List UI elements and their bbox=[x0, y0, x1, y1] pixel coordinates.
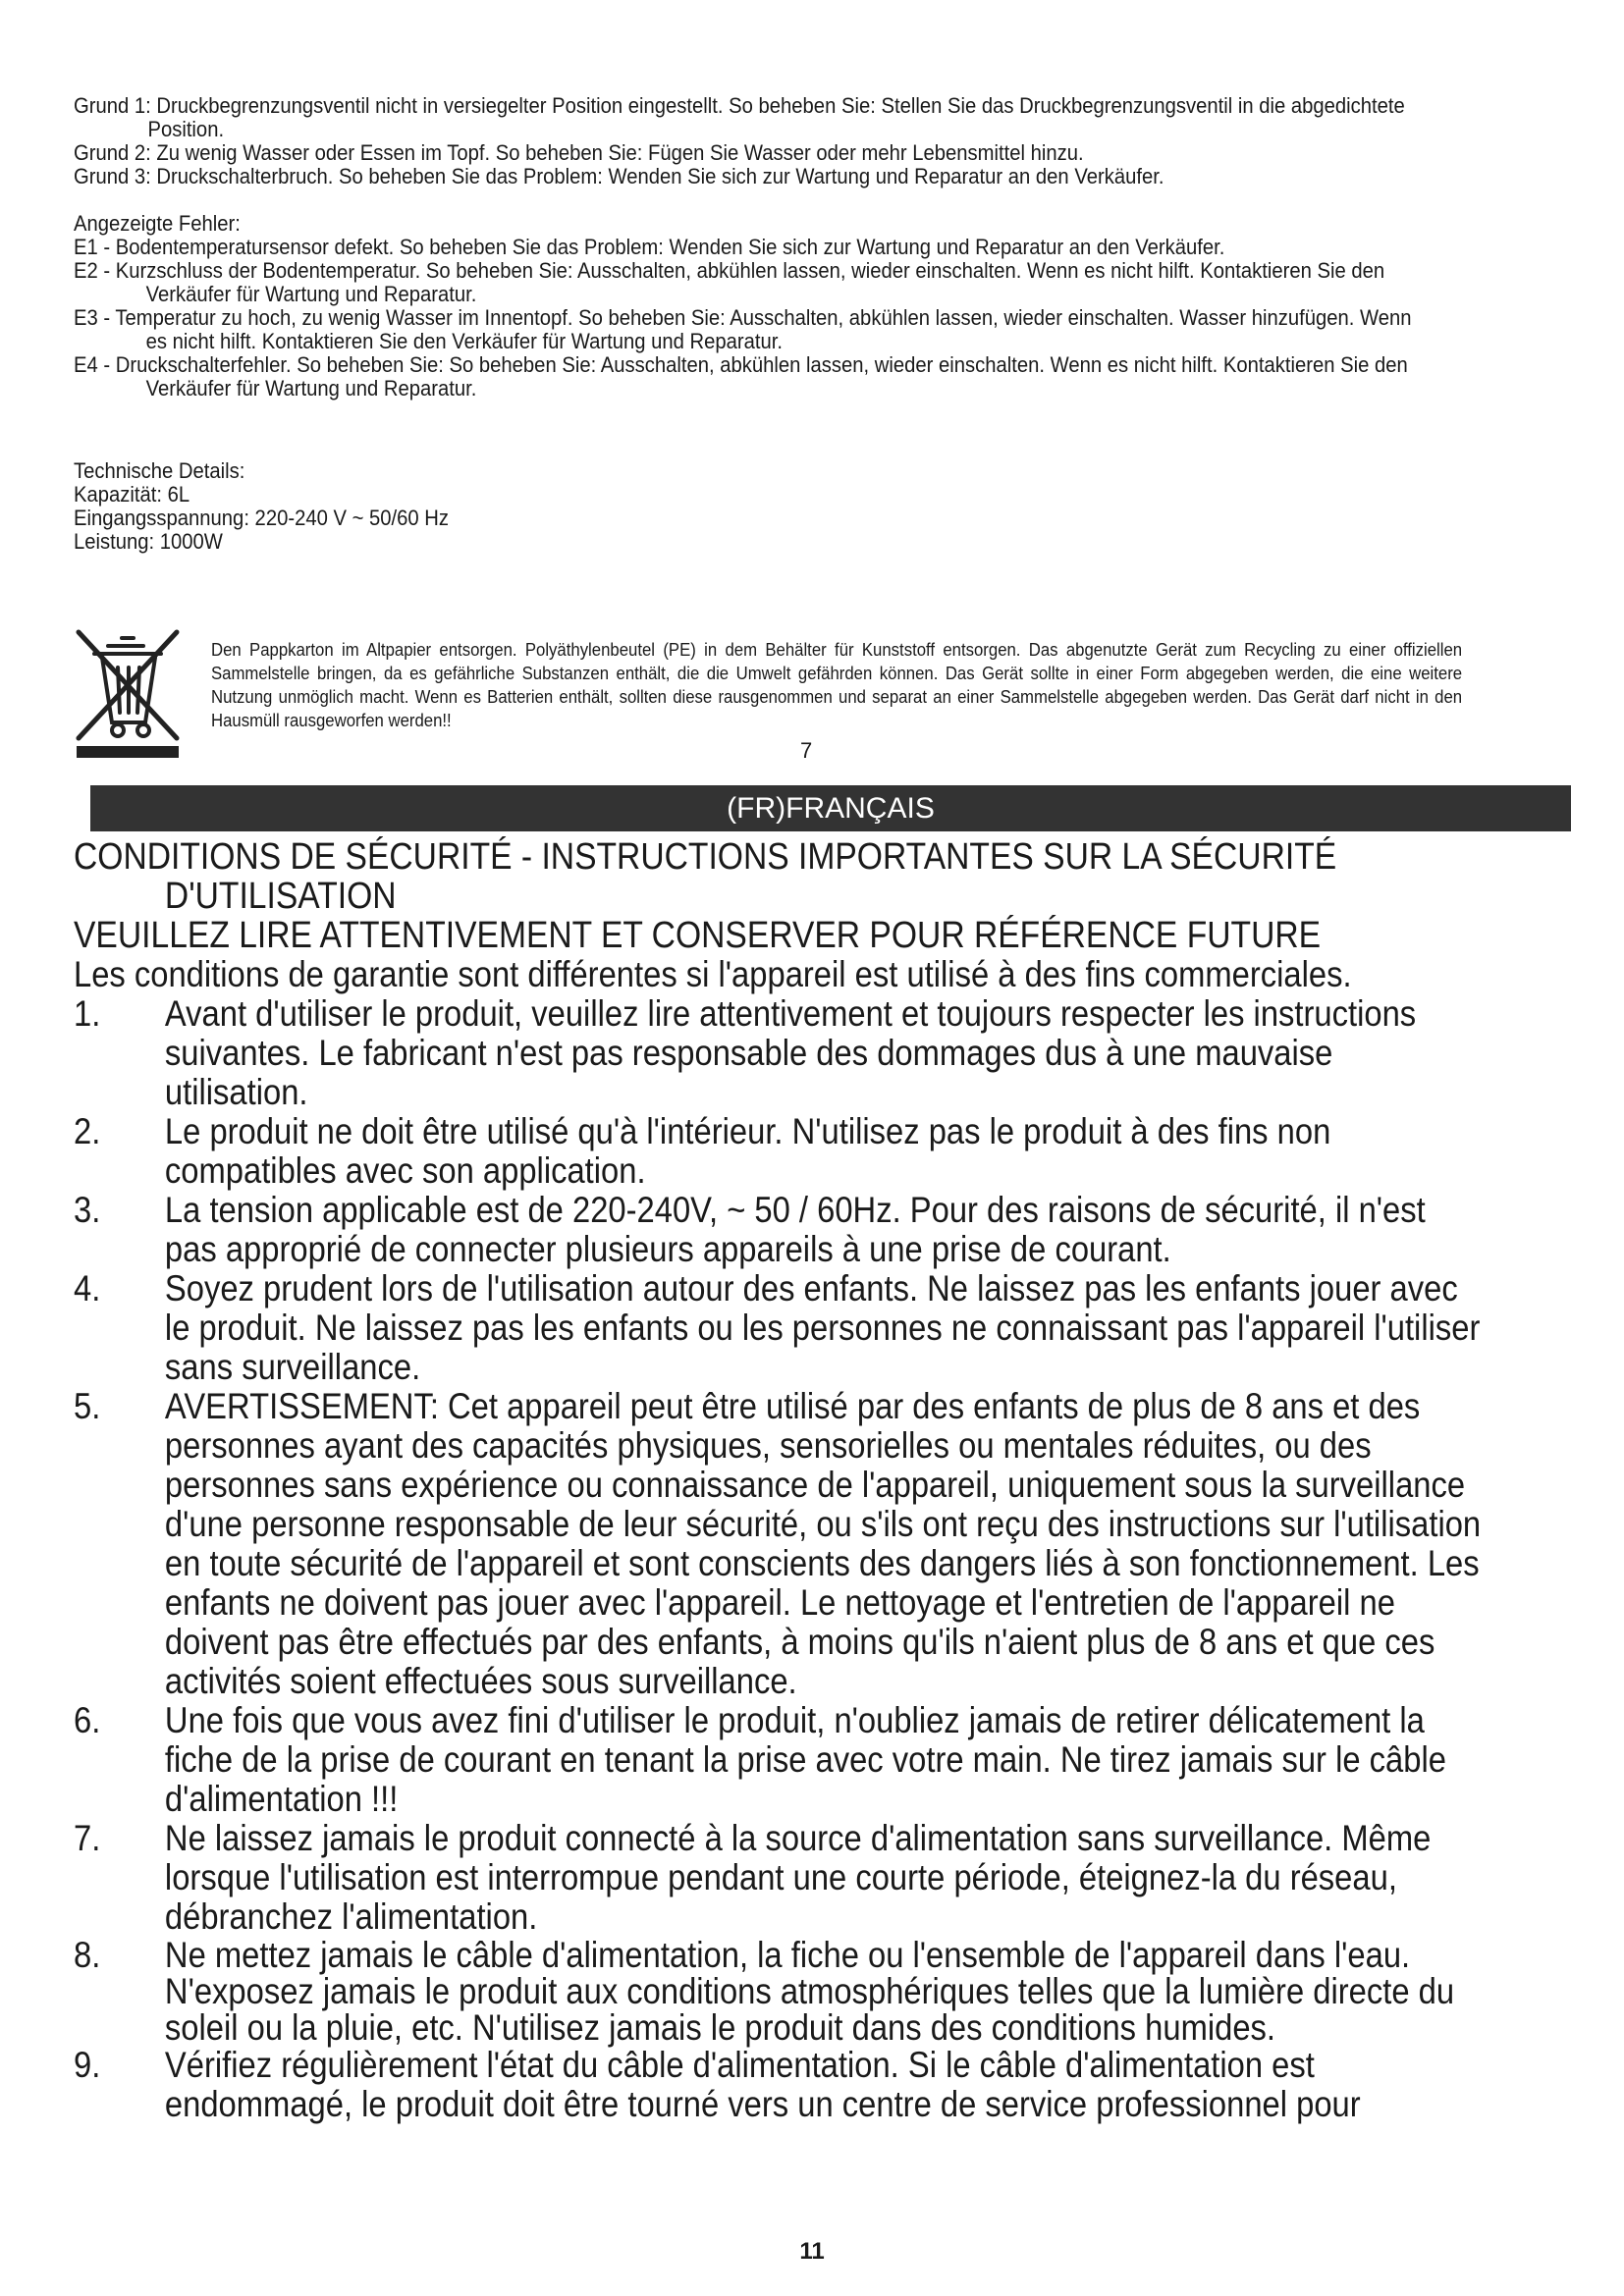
safety-heading-line1-cont: D'UTILISATION bbox=[164, 876, 397, 917]
list-item: 1. Avant d'utiliser le produit, veuillez lire attentivement et toujours respecter les instructions suivantes. Le fabricant n'est pas responsable des dommages dus à une mauvaise utilisation. bbox=[74, 993, 1417, 1112]
weee-crossed-bin-icon bbox=[73, 624, 183, 762]
warranty-intro: Les conditions de garantie sont différentes si l'appareil est utilisé à des fins commerciales. bbox=[74, 954, 1352, 994]
errors-title: Angezeigte Fehler: bbox=[74, 211, 241, 236]
list-item: 4. Soyez prudent lors de l'utilisation autour des enfants. Ne laissez pas les enfants jouer avec le produit. Ne laissez pas les enfants ou les personnes ne connaissant pas l'appareil l'utiliser sans surveillance. bbox=[74, 1268, 1481, 1387]
list-item: 5. AVERTISSEMENT: Cet appareil peut être utilisé par des enfants de plus de 8 ans et des personnes ayant des capacités physiques, sensorielles ou mentales réduites, ou des personnes sans expérience ou connaissance de l'appareil, uniquement sous la surveillance d'une personne responsable de leur sécurité, ou s'ils ont reçu des instructions sur l'utilisation en toute sécurité de l'appareil et sont conscients des dangers liés à son fonctionnement. Les enfants ne doivent pas jouer avec l'appareil. Le nettoyage et l'entretien de l'appareil ne doivent pas être effectués par des enfants, à moins qu'ils n'aient plus de 8 ans et que ces activités soient effectuées sous surveillance. bbox=[74, 1386, 1482, 1701]
list-item: 8. Ne mettez jamais le câble d'alimentation, la fiche ou l'ensemble de l'appareil dans l'eau. N'exposez jamais le produit aux conditions atmosphériques telles que la lumière directe du soleil ou la pluie, etc. N'utilisez jamais le produit dans des conditions humides. bbox=[74, 1935, 1455, 2048]
error-e2: E2 - Kurzschluss der Bodentemperatur. So beheben Sie: Ausschalten, abkühlen lassen, wieder einschalten. Wenn es nicht hilft. Kontaktieren Sie den Verkäufer für Wartung und Reparatur. bbox=[74, 258, 1385, 306]
tech-voltage: Eingangsspannung: 220-240 V ~ 50/60 Hz bbox=[74, 506, 450, 530]
tech-title: Technische Details: bbox=[74, 458, 245, 483]
reason-3: Grund 3: Druckschalterbruch. So beheben Sie das Problem: Wenden Sie sich zur Wartung und Reparatur an den Verkäufer. bbox=[74, 164, 1164, 188]
error-e1: E1 - Bodentemperatursensor defekt. So beheben Sie das Problem: Wenden Sie sich zur Wartung und Reparatur an den Verkäufer. bbox=[74, 235, 1225, 259]
safety-list bbox=[74, 994, 1482, 2124]
german-section bbox=[74, 94, 1429, 554]
list-item: 6. Une fois que vous avez fini d'utiliser le produit, n'oubliez jamais de retirer délicatement la fiche de la prise de courant en tenant la prise avec votre main. Ne tirez jamais sur le câble d'alimentation !!! bbox=[74, 1700, 1446, 1819]
error-e3: E3 - Temperatur zu hoch, zu wenig Wasser im Innentopf. So beheben Sie: Ausschalten, abkühlen lassen, wieder einschalten. Wasser hinzufügen. Wenn es nicht hilft. Kontaktieren Sie den Verkäufer für Wartung und Reparatur. bbox=[74, 305, 1412, 353]
list-item: 2. Le produit ne doit être utilisé qu'à l'intérieur. N'utilisez pas le produit à des fins non compatibles avec son application. bbox=[74, 1111, 1331, 1191]
page-number: 11 bbox=[799, 2238, 825, 2265]
language-band: (FR)FRANÇAIS bbox=[90, 785, 1571, 831]
reason-2: Grund 2: Zu wenig Wasser oder Essen im Topf. So beheben Sie: Fügen Sie Wasser oder mehr Lebensmittel hinzu. bbox=[74, 140, 1084, 165]
error-e4: E4 - Druckschalterfehler. So beheben Sie: So beheben Sie: Ausschalten, abkühlen lassen, wieder einschalten. Wenn es nicht hilft. Kontaktieren Sie den Verkäufer für Wartung und Reparatur. bbox=[74, 352, 1408, 400]
safety-heading-line2: VEUILLEZ LIRE ATTENTIVEMENT ET CONSERVER POUR RÉFÉRENCE FUTURE bbox=[74, 915, 1322, 956]
tech-capacity: Kapazität: 6L bbox=[74, 482, 190, 507]
list-item: 7. Ne laissez jamais le produit connecté à la source d'alimentation sans surveillance. Même lorsque l'utilisation est interrompue pendant une courte période, éteignez-la du réseau, débranchez l'alimentation. bbox=[74, 1818, 1432, 1937]
list-item: 9. Vérifiez régulièrement l'état du câble d'alimentation. Si le câble d'alimentation est endommagé, le produit doit être tourné vers un centre de service professionnel pour bbox=[74, 2045, 1361, 2124]
french-section bbox=[74, 837, 1482, 2124]
reason-1: Grund 1: Druckbegrenzungsventil nicht in versiegelter Position eingestellt. So beheben Sie: Stellen Sie das Druckbegrenzungsventil in die abgedichtete Position. bbox=[74, 93, 1405, 141]
safety-heading-line1: CONDITIONS DE SÉCURITÉ - INSTRUCTIONS IMPORTANTES SUR LA SÉCURITÉ bbox=[74, 836, 1337, 878]
tech-power: Leistung: 1000W bbox=[74, 529, 223, 554]
safety-heading bbox=[74, 837, 1482, 955]
page-number-previous: 7 bbox=[800, 738, 813, 763]
recycling-note: Den Pappkarton im Altpapier entsorgen. Polyäthylenbeutel (PE) in dem Behälter für Kunststoff entsorgen. Das abgenutzte Gerät zum Recycling zu einer offiziellen Sammelstelle bringen, da es gefährliche Substanzen enthält, die die Umwelt gefährden können. Das Gerät sollte in einer Form abgegeben werden, die eine weitere Nutzung unmöglich macht. Wenn es Batterien enthält, sollten diese rausgenommen und separat an einer Sammelstelle abgegeben werden. Das Gerät darf nicht in den Hausmüll rausgeworfen werden!! bbox=[211, 640, 1463, 730]
list-item: 3. La tension applicable est de 220-240V, ~ 50 / 60Hz. Pour des raisons de sécurité, il n'est pas approprié de connecter plusieurs appareils à une prise de courant. bbox=[74, 1190, 1426, 1269]
